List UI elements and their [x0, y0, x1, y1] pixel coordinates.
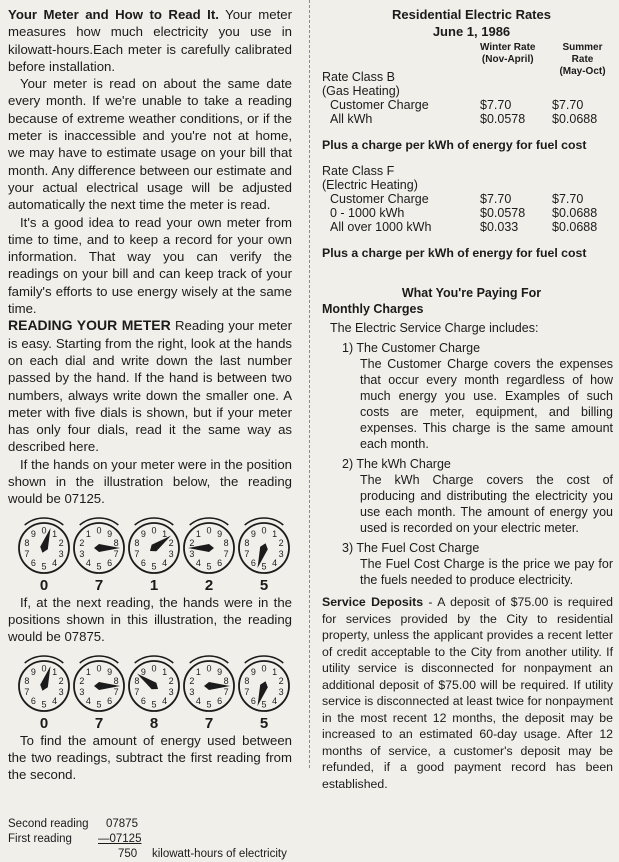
dial-number: 1: [85, 528, 91, 539]
dial-reading-digit: 0: [39, 714, 49, 732]
summer-value: $7.70: [552, 192, 584, 206]
rate-row: [330, 98, 613, 112]
right-column: [312, 0, 619, 792]
dial-number: 3: [189, 686, 195, 697]
meter-dial: [129, 518, 179, 594]
dial-number: 7: [244, 686, 250, 697]
dial-number: 5: [151, 561, 157, 572]
dial-number: 3: [168, 548, 174, 559]
dial-number: 4: [85, 695, 91, 706]
dial-number: 2: [189, 537, 195, 548]
dial-number: 0: [96, 663, 102, 673]
rate-label: Customer Charge: [330, 98, 429, 112]
dial-number: 8: [24, 675, 30, 686]
dial-number: 8: [113, 675, 119, 686]
dial-number: 4: [195, 695, 201, 706]
rate-row: [330, 206, 613, 220]
dial-number: 3: [79, 548, 85, 559]
reading-heading: READING YOUR METER: [8, 317, 171, 334]
meter-dial: [184, 518, 234, 594]
meter-dial: [239, 518, 289, 594]
list-item-heading: 1) The Customer Charge: [342, 341, 481, 355]
dial-number: 2: [79, 675, 85, 686]
dial-number: 0: [206, 663, 212, 673]
second-reading-value: 07875: [106, 818, 138, 831]
reading-meter-paragraph: [8, 317, 292, 455]
meter-dial: [19, 518, 69, 594]
dial-number: 8: [113, 537, 119, 548]
first-reading-label: First reading: [8, 833, 72, 846]
summer-value: $7.70: [552, 98, 584, 112]
reading-text: Reading your meter is easy. Starting from the right, look at the hands on each dial and write down the last number passed by the hand. If the hand is between two numbers, always write down the smaller one. A meter with five dials is shown, but if your meter has only four dials, read it the same way as described here.: [8, 318, 292, 455]
intro-paragraph: [8, 6, 292, 75]
dial-number: 6: [30, 695, 36, 706]
winter-value: $0.0578: [480, 206, 526, 220]
meter-dials-svg: [8, 646, 298, 732]
dial-number: 2: [58, 675, 64, 686]
list-item-heading: 3) The Fuel Cost Charge: [342, 541, 480, 555]
dial-number: 2: [168, 537, 174, 548]
deposits-heading: Service Deposits: [322, 595, 424, 609]
left-column: [0, 0, 300, 862]
dial-number: 4: [272, 557, 278, 568]
result-label: kilowatt-hours of electricity: [152, 848, 287, 861]
dial-number: 6: [250, 557, 256, 568]
meter-dial: [74, 518, 124, 594]
dial-number: 5: [41, 561, 47, 572]
dial-number: 6: [217, 695, 223, 706]
deposits-text: - A deposit of $75.00 is required for services provided by the City to residential property, unless the applicant provides a recent letter of credit acceptable to the City from another utility. If utility service is disconnected for nonpayment an additional deposit of $75.00 will be required. If utility service is disconnected at least twice for nonpayment in the most recent 12 months, the deposit may be increased to an estimated 60-day usage. After 12 months of service, a customer's deposit may be refunded, if a good payment record has been established.: [322, 595, 614, 791]
self-read-paragraph: It's a good idea to read your own meter from time to time, and to keep a record for your own information. That way you can verify the readings on your bill and can keep track of your family's efforts to use energy wisely at the same time.: [8, 214, 292, 317]
second-reading-label: Second reading: [8, 818, 89, 831]
dial-number: 0: [261, 525, 267, 536]
list-item-body: The Customer Charge covers the expenses that occur every month regardless of how much energy you use. Examples of such costs are meter, equipment, and billing expenses. This charge is the same amount each month.: [360, 357, 613, 451]
dial-number: 9: [217, 528, 223, 539]
list-item-body: The Fuel Cost Charge is the price we pay for the fuels needed to produce electricity.: [360, 557, 613, 587]
dial-number: 9: [140, 666, 146, 677]
dial-number: 1: [195, 528, 201, 539]
dial-number: 2: [79, 537, 85, 548]
dial-number: 0: [151, 663, 157, 673]
dial-number: 0: [96, 525, 102, 536]
dial-number: 8: [223, 537, 229, 548]
dial-number: 2: [189, 675, 195, 686]
dial-number: 9: [107, 528, 113, 539]
dial-number: 5: [206, 561, 212, 572]
dial-number: 7: [134, 548, 140, 559]
paying-heading: What You're Paying For: [401, 286, 542, 300]
dial-number: 6: [107, 695, 113, 706]
meter-dial: [74, 656, 124, 732]
dial-number: 8: [24, 537, 30, 548]
dial-number: 5: [261, 699, 267, 709]
dial-reading-digit: 5: [259, 714, 269, 732]
meter-dial: [184, 656, 234, 732]
summer-value: $0.0688: [552, 206, 598, 220]
dial-number: 0: [261, 663, 267, 673]
result-value: 750: [118, 848, 138, 861]
winter-value: $7.70: [480, 192, 512, 206]
fuel-cost-note: Plus a charge per kWh of energy for fuel cost: [322, 138, 587, 152]
dial-number: 5: [96, 561, 102, 572]
dial-number: 4: [52, 695, 58, 706]
dial-reading-digit: 1: [149, 576, 159, 594]
intro-text: Your meter measures how much electricity you use in kilowatt-hours.Each meter is carefully calibrated before installation.: [8, 7, 292, 74]
dial-number: 2: [168, 675, 174, 686]
dial-number: 1: [272, 666, 278, 677]
dial-number: 3: [79, 686, 85, 697]
rate-class-name: Rate Class F: [322, 164, 395, 178]
dial-number: 4: [195, 557, 201, 568]
rate-class-sub: (Electric Heating): [322, 178, 418, 192]
dial-number: 9: [250, 528, 256, 539]
dial-reading-digit: 8: [149, 714, 159, 732]
rate-row: [330, 220, 613, 234]
dial-number: 7: [24, 686, 30, 697]
dial-number: 1: [195, 666, 201, 677]
dial-number: 7: [113, 548, 119, 559]
dial-number: 1: [162, 666, 168, 677]
dial-number: 9: [217, 666, 223, 677]
dial-number: 6: [30, 557, 36, 568]
dial-number: 4: [162, 557, 168, 568]
dial-number: 8: [134, 675, 140, 686]
dial-illustration-1: [8, 508, 292, 594]
dial-reading-digit: 0: [39, 576, 49, 594]
dial-reading-digit: 7: [94, 714, 104, 732]
reading-calculation: [8, 817, 292, 862]
dial-number: 7: [244, 548, 250, 559]
winter-value: $0.0578: [480, 112, 526, 126]
first-reading-value: —07125: [98, 833, 142, 846]
dial-number: 5: [41, 699, 47, 709]
rate-label: All kWh: [330, 112, 373, 126]
dial-number: 3: [278, 686, 284, 697]
dial-number: 1: [272, 528, 278, 539]
dial-number: 6: [140, 557, 146, 568]
meter-dial: [19, 656, 69, 732]
fuel-cost-note-2: Plus a charge per kWh of energy for fuel cost: [322, 246, 587, 260]
dial-illustration-2: [8, 646, 292, 732]
dial-number: 1: [85, 666, 91, 677]
meter-dial: [239, 656, 289, 732]
dial-number: 1: [52, 666, 58, 677]
dial-number: 9: [250, 666, 256, 677]
summer-value: $0.0688: [552, 112, 598, 126]
dial-number: 8: [244, 675, 250, 686]
rate-class-sub: (Gas Heating): [322, 84, 400, 98]
winter-rate-label: Winter Rate: [480, 42, 536, 53]
dial-number: 6: [250, 695, 256, 706]
subtract-paragraph: To find the amount of energy used between the two readings, subtract the first reading from the second.: [8, 732, 292, 783]
winter-value: $0.033: [480, 220, 519, 234]
summer-value: $0.0688: [552, 220, 598, 234]
rates-date: June 1, 1986: [432, 24, 511, 39]
dial-number: 8: [223, 675, 229, 686]
meter-dials-svg: [8, 508, 298, 594]
dial-number: 9: [30, 528, 36, 539]
dial-number: 7: [113, 686, 119, 697]
dial-number: 8: [134, 537, 140, 548]
dial-number: 2: [278, 675, 284, 686]
dial-number: 6: [217, 557, 223, 568]
meter-dial: [129, 656, 179, 732]
rate-label: All over 1000 kWh: [330, 220, 432, 234]
rates-title: Residential Electric Rates: [392, 7, 551, 22]
dial-number: 8: [244, 537, 250, 548]
service-deposits-paragraph: [322, 594, 613, 792]
dial-number: 3: [168, 686, 174, 697]
dial-number: 7: [134, 686, 140, 697]
rate-class-f: [322, 164, 613, 234]
dial-number: 7: [24, 548, 30, 559]
dial-number: 1: [162, 528, 168, 539]
column-divider: [309, 0, 310, 768]
summer-rate-months: (May-Oct): [559, 66, 606, 77]
dial-number: 9: [30, 666, 36, 677]
dial-number: 1: [52, 528, 58, 539]
dial-number: 7: [223, 548, 229, 559]
dial-reading-digit: 2: [204, 576, 214, 594]
dial-number: 0: [151, 525, 157, 536]
dial-number: 3: [189, 548, 195, 559]
monthly-charges-heading: Monthly Charges: [322, 302, 424, 316]
dial-number: 5: [206, 699, 212, 709]
rate-label: 0 - 1000 kWh: [330, 206, 405, 220]
dial-number: 5: [151, 699, 157, 709]
example-paragraph-1: If the hands on your meter were in the position shown in the illustration below, the reading would be 07125.: [8, 456, 292, 507]
rate-label: Customer Charge: [330, 192, 429, 206]
dial-reading-digit: 7: [204, 714, 214, 732]
dial-number: 6: [140, 695, 146, 706]
dial-number: 6: [107, 557, 113, 568]
dial-number: 7: [223, 686, 229, 697]
dial-number: 2: [58, 537, 64, 548]
dial-number: 4: [52, 557, 58, 568]
rate-row: [330, 192, 613, 206]
dial-number: 3: [58, 548, 64, 559]
winter-rate-header: [480, 42, 535, 66]
dial-number: 4: [85, 557, 91, 568]
example-paragraph-2: If, at the next reading, the hands were in the positions shown in this illustration, the reading would be 07875.: [8, 594, 292, 645]
rate-headers: [330, 40, 613, 77]
list-item-body: The kWh Charge covers the cost of producing and distributing the electricity you use each month. The amount of energy you used is recorded on your electric meter.: [360, 473, 613, 535]
dial-number: 3: [278, 548, 284, 559]
rate-class-name: Rate Class B: [322, 70, 395, 84]
summer-rate-label: Summer Rate: [562, 42, 603, 65]
charges-list: [330, 340, 613, 588]
meter-title: Your Meter and How to Read It.: [8, 7, 219, 22]
list-item-heading: 2) The kWh Charge: [342, 457, 451, 471]
service-intro: The Electric Service Charge includes:: [330, 321, 539, 335]
dial-number: 2: [278, 537, 284, 548]
dial-number: 4: [272, 695, 278, 706]
rate-row: [330, 112, 613, 126]
dial-number: 4: [162, 695, 168, 706]
dial-number: 3: [58, 686, 64, 697]
dial-reading-digit: 5: [259, 576, 269, 594]
winter-rate-months: (Nov-April): [481, 54, 534, 65]
dial-number: 5: [261, 561, 267, 572]
dial-number: 9: [107, 666, 113, 677]
dial-number: 0: [41, 663, 47, 673]
rate-class-b: [322, 70, 613, 126]
dial-number: 5: [96, 699, 102, 709]
winter-value: $7.70: [480, 98, 512, 112]
dial-number: 9: [140, 528, 146, 539]
reading-schedule-paragraph: Your meter is read on about the same date every month. If we're unable to take a reading because of extreme weather conditions, or if the meter is inaccessible and you're not at home, we may have to estimate usage on your bill that month. Any difference between our estimate and your actual electrical usage will be adjusted automatically the next time the meter is read.: [8, 76, 292, 213]
dial-reading-digit: 7: [94, 576, 104, 594]
dial-number: 0: [206, 525, 212, 536]
dial-number: 0: [41, 525, 47, 536]
